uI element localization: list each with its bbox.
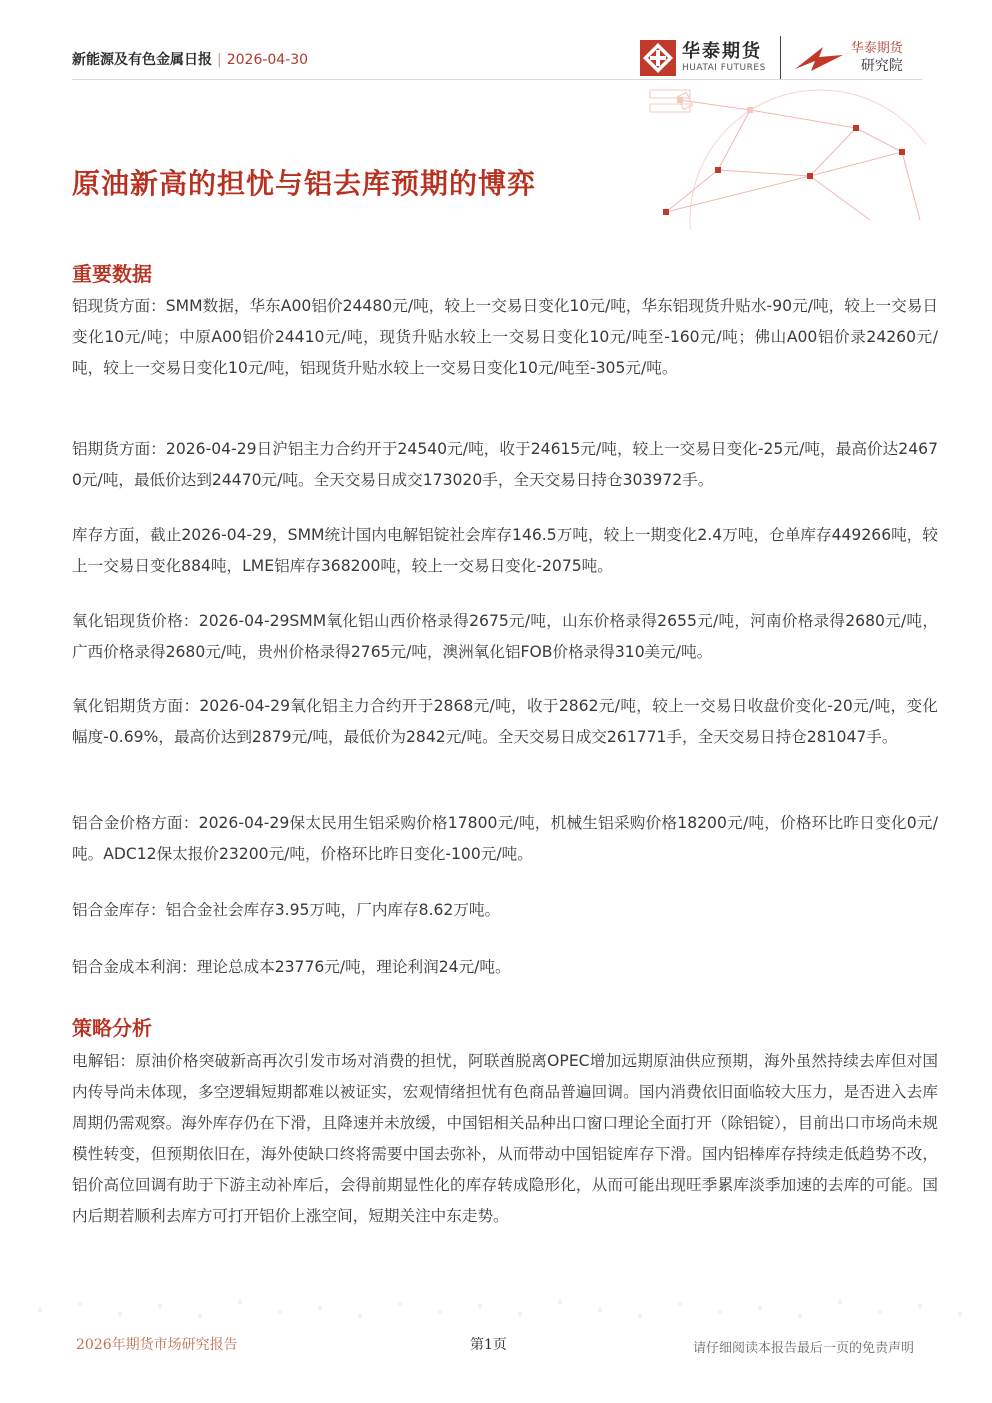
research-institute-icon: [793, 43, 845, 73]
paragraph-strategy: 电解铝：原油价格突破新高再次引发市场对消费的担忧，阿联酋脱离OPEC增加远期原油供应预期，海外虽然持续去库但对国内传导尚未体现，多空逻辑短期都难以被证实，宏观情绪担忧有色商品普遍回调。国内消费依旧面临较大压力，是否进入去库周期仍需观察。海外库存仍在下滑，且降速并未放缓，中国铝相关品种出口窗口理论全面打开（除铝锭），目前出口市场尚未规模性转变，但预期依旧在，海外使缺口终将需要中国去弥补，从而带动中国铝锭库存下滑。国内铝棒库存持续走低趋势不改，铝价高位回调有助于下游主动补库后，会得前期显性化的库存转成隐形化，从而可能出现旺季累库淡季加速的去库的可能。国内后期若顺利去库方可打开铝价上涨空间，短期关注中东走势。: [72, 1052, 938, 1225]
report-name: 新能源及有色金属日报: [72, 52, 212, 68]
paragraph-alumina-futures: 氧化铝期货方面：2026-04-29氧化铝主力合约开于2868元/吨，收于2862元/吨，较上一交易日收盘价变化-20元/吨，变化幅度-0.69%，最高价达到2879元/吨，最低价为2842元/吨。全天交易日成交261771手，全天交易日持仓281047手。: [72, 697, 938, 746]
paragraph-alloy-price: 铝合金价格方面：2026-04-29保太民用生铝采购价格17800元/吨，机械生铝采购价格18200元/吨，价格环比昨日变化0元/吨。ADC12保太报价23200元/吨，价格环比昨日变化-100元/吨。: [72, 814, 938, 863]
institute-name-bottom: 研究院: [860, 58, 903, 74]
report-title: 原油新高的担忧与铝去库预期的博弈: [72, 167, 537, 200]
brand-name-en: HUATAI FUTURES: [682, 63, 766, 73]
disclaimer-notice: 请仔细阅读本报告最后一页的免责声明: [692, 1341, 914, 1356]
paragraph-alumina-spot: 氧化铝现货价格：2026-04-29SMM氧化铝山西价格录得2675元/吨，山东价格录得2655元/吨，河南价格录得2680元/吨，广西价格录得2680元/吨，贵州价格录得2765元/吨，澳洲氧化铝FOB价格录得310美元/吨。: [72, 612, 938, 661]
paragraph-aluminum-spot: 铝现货方面：SMM数据，华东A00铝价24480元/吨，较上一交易日变化10元/吨，华东铝现货升贴水-90元/吨，较上一交易日变化10元/吨；中原A00铝价24410元/吨，现货升贴水较上一交易日变化10元/吨至-160元/吨；佛山A00铝价录24260元/吨，较上一交易日变化10元/吨，铝现货升贴水较上一交易日变化10元/吨至-305元/吨。: [72, 297, 938, 377]
section-title-strategy: 策略分析: [72, 1016, 152, 1040]
report-date: 2026-04-30: [226, 52, 309, 68]
page-number: 第1页: [470, 1337, 507, 1353]
huatai-logo: [640, 36, 903, 80]
huatai-logo-icon: [640, 40, 676, 76]
footer-report-series: 2026年期货市场研究报告: [76, 1337, 238, 1353]
paragraph-inventory: 库存方面，截止2026-04-29，SMM统计国内电解铝锭社会库存146.5万吨，较上一期变化2.4万吨，仓单库存449266吨，较上一交易日变化884吨，LME铝库存368200吨，较上一交易日变化-2075吨。: [72, 526, 938, 575]
institute-name-top: 华泰期货: [850, 41, 903, 56]
logo-divider: [780, 36, 781, 80]
report-header: [72, 49, 308, 69]
header-separator: |: [217, 52, 222, 68]
brand-name-cn: 华泰期货: [682, 41, 762, 62]
paragraph-aluminum-futures: 铝期货方面：2026-04-29日沪铝主力合约开于24540元/吨，收于24615元/吨，较上一交易日变化-25元/吨，最高价达24670元/吨，最低价达到24470元/吨。全天交易日成交173020手，全天交易日持仓303972手。: [72, 440, 938, 489]
paragraph-alloy-inventory: 铝合金库存：铝合金社会库存3.95万吨，厂内库存8.62万吨。: [72, 901, 501, 919]
paragraph-alloy-cost-profit: 铝合金成本利润：理论总成本23776元/吨，理论利润24元/吨。: [72, 958, 511, 976]
section-title-key-data: 重要数据: [72, 262, 152, 286]
network-decoration: [620, 80, 926, 230]
footer-decoration: [0, 1290, 992, 1330]
